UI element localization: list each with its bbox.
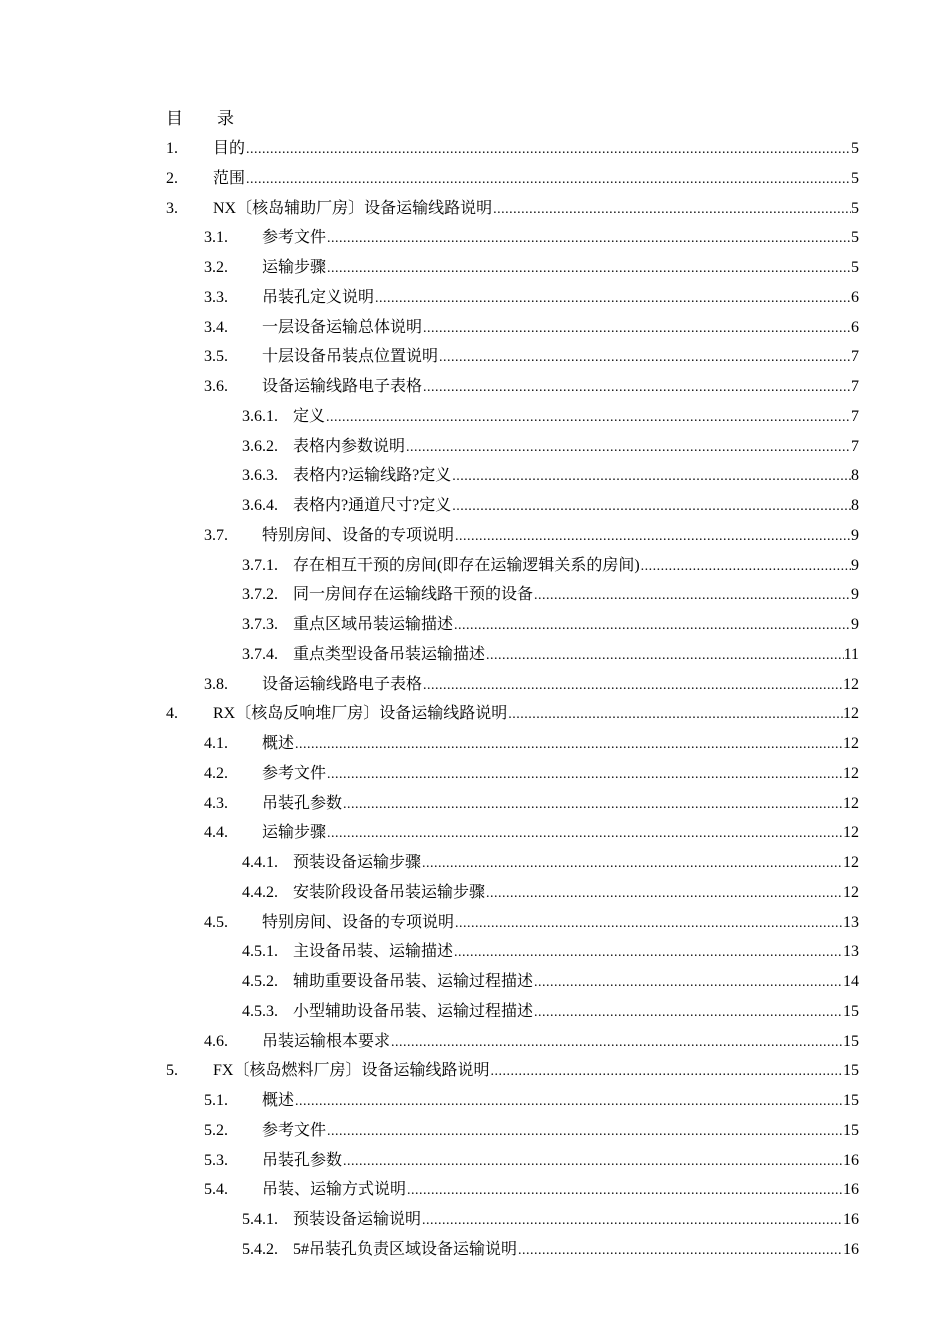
toc-leader-dots (492, 195, 851, 225)
toc-entry-page-number: 16 (843, 1151, 859, 1169)
toc-entry[interactable] (0, 818, 950, 848)
toc-entry-page-number: 15 (843, 1002, 859, 1020)
toc-leader-dots (390, 1028, 843, 1058)
toc-entry-page-number: 15 (843, 1121, 859, 1139)
toc-entry-line (262, 372, 859, 403)
toc-entry-line (213, 134, 859, 165)
toc-entry-title: 表格内?通道尺寸?定义 (293, 497, 452, 514)
toc-leader-dots (533, 998, 843, 1028)
toc-entry-number: 1. (166, 140, 178, 157)
toc-entry[interactable] (0, 313, 950, 343)
toc-leader-dots (454, 909, 843, 939)
toc-entry[interactable] (0, 1235, 950, 1265)
toc-entry-line (262, 670, 859, 701)
toc-entry-page-number: 16 (843, 1240, 859, 1258)
toc-leader-dots (422, 314, 851, 344)
toc-entry-page-number: 12 (843, 764, 859, 782)
toc-entry-line (262, 789, 859, 820)
toc-entry[interactable] (0, 283, 950, 313)
toc-entry-line (262, 818, 859, 849)
toc-entry[interactable] (0, 1086, 950, 1116)
toc-entry-title: 重点类型设备吊装运输描述 (293, 645, 486, 663)
toc-entry[interactable] (0, 729, 950, 759)
toc-entry-number: 3.6.1. (242, 407, 278, 425)
toc-entry[interactable] (0, 461, 950, 491)
toc-entry-line (262, 908, 859, 939)
toc-entry-page-number: 15 (843, 1062, 859, 1080)
toc-entry-title: 重点区域吊装运输描述 (293, 616, 454, 633)
toc-leader-dots (438, 343, 851, 373)
toc-entry-number: 3. (166, 199, 178, 217)
toc-entry-page-number: 13 (843, 913, 859, 931)
toc-leader-dots (326, 760, 843, 790)
toc-entry-page-number: 12 (843, 735, 859, 752)
toc-entry-line (262, 759, 859, 790)
toc-leader-dots (422, 671, 843, 701)
toc-leader-dots (342, 790, 843, 820)
toc-entry-line (262, 1027, 859, 1058)
toc-entry-number: 5. (166, 1062, 178, 1080)
toc-entry-number: 4.5.2. (242, 973, 278, 990)
toc-entry[interactable] (0, 342, 950, 372)
toc-leader-dots (342, 1147, 843, 1177)
toc-leader-dots (507, 700, 843, 730)
toc-entry-title: 特别房间、设备的专项说明 (262, 526, 455, 544)
toc-entry-number: 5.2. (204, 1121, 228, 1139)
toc-entry-number: 5.4. (204, 1181, 228, 1199)
toc-entry[interactable] (0, 908, 950, 938)
toc-entry-line (213, 699, 859, 730)
toc-entry-number: 4.4. (204, 824, 228, 842)
toc-entry-title: RX〔核岛反响堆厂房〕设备运输线路说明 (213, 705, 508, 723)
toc-entry[interactable] (0, 937, 950, 967)
toc-entry-number: 5.4.2. (242, 1240, 278, 1258)
toc-entry[interactable] (0, 1175, 950, 1205)
toc-entry-page-number: 16 (843, 1181, 859, 1199)
toc-entry-line (293, 848, 859, 879)
toc-leader-dots (406, 1176, 843, 1206)
toc-entry-number: 2. (166, 169, 178, 187)
toc-entry-line (262, 342, 859, 373)
toc-entry-title: 特别房间、设备的专项说明 (262, 913, 455, 931)
toc-entry[interactable] (0, 551, 950, 581)
toc-leader-dots (422, 373, 851, 403)
toc-entry-page-number: 7 (851, 407, 859, 425)
toc-entry-page-number: 13 (843, 943, 859, 961)
toc-entry-page-number: 12 (843, 824, 859, 842)
toc-leader-dots (533, 968, 843, 998)
toc-list (0, 134, 950, 1265)
toc-entry-number: 3.6.2. (242, 437, 278, 455)
toc-entry[interactable] (0, 521, 950, 551)
toc-entry-title: 吊装孔定义说明 (262, 288, 375, 306)
toc-entry-line (262, 223, 859, 254)
toc-entry[interactable] (0, 164, 950, 194)
toc-entry-number: 3.6. (204, 378, 228, 395)
toc-leader-dots (489, 1057, 843, 1087)
toc-entry[interactable] (0, 1116, 950, 1146)
toc-entry[interactable] (0, 580, 950, 610)
toc-entry-title: 吊装、运输方式说明 (262, 1181, 407, 1199)
toc-entry-page-number: 7 (851, 348, 859, 366)
toc-entry-page-number: 11 (843, 645, 859, 663)
toc-leader-dots (325, 403, 851, 433)
toc-entry-number: 4.2. (204, 764, 228, 782)
toc-entry-line (262, 313, 859, 344)
toc-entry[interactable] (0, 1205, 950, 1235)
toc-leader-dots (245, 135, 851, 165)
toc-leader-dots (640, 552, 851, 582)
toc-entry-title: 设备运输线路电子表格 (262, 675, 423, 693)
toc-entry-page-number: 5 (851, 169, 859, 187)
toc-entry[interactable] (0, 878, 950, 908)
toc-entry-title: 运输步骤 (262, 824, 327, 842)
toc-entry-page-number: 5 (851, 229, 859, 247)
toc-leader-dots (326, 1117, 843, 1147)
toc-entry-line (293, 402, 859, 433)
toc-leader-dots (326, 224, 851, 254)
toc-entry-number: 4.4.1. (242, 854, 278, 871)
toc-entry-page-number: 14 (843, 973, 859, 990)
toc-entry[interactable] (0, 223, 950, 253)
toc-entry-title: 吊装孔参数 (262, 794, 343, 812)
toc-entry-line (293, 937, 859, 968)
toc-leader-dots (451, 462, 851, 492)
toc-entry[interactable] (0, 997, 950, 1027)
toc-leader-dots (451, 492, 851, 522)
toc-leader-dots (294, 730, 843, 760)
toc-entry-title: 安装阶段设备吊装运输步骤 (293, 883, 486, 901)
toc-entry-title: 一层设备运输总体说明 (262, 318, 423, 336)
toc-entry-line (293, 491, 859, 522)
toc-entry-title: 表格内参数说明 (293, 437, 406, 455)
toc-entry-title: 参考文件 (262, 764, 327, 782)
toc-entry-page-number: 12 (843, 883, 859, 901)
toc-entry[interactable] (0, 967, 950, 997)
toc-entry-line (293, 461, 859, 492)
toc-leader-dots (454, 522, 851, 552)
toc-entry[interactable] (0, 491, 950, 521)
toc-entry[interactable] (0, 1027, 950, 1057)
toc-entry-line (293, 1235, 859, 1266)
toc-entry-title: 范围 (213, 169, 246, 187)
toc-entry-title: 十层设备吊装点位置说明 (262, 348, 439, 366)
toc-entry-page-number: 12 (843, 794, 859, 812)
toc-entry[interactable] (0, 610, 950, 640)
toc-leader-dots (421, 849, 843, 879)
toc-entry-title: 存在相互干预的房间(即存在运输逻辑关系的房间) (293, 556, 640, 574)
toc-entry-page-number: 6 (851, 318, 859, 336)
toc-entry-page-number: 6 (851, 288, 859, 306)
toc-entry-number: 3.5. (204, 348, 228, 366)
toc-entry[interactable] (0, 848, 950, 878)
toc-entry-page-number: 5 (851, 199, 859, 217)
toc-entry-title: 吊装孔参数 (262, 1151, 343, 1169)
toc-entry-title: 辅助重要设备吊装、运输过程描述 (293, 973, 534, 990)
toc-entry[interactable] (0, 1056, 950, 1086)
toc-entry-number: 5.3. (204, 1151, 228, 1169)
toc-entry[interactable] (0, 194, 950, 224)
toc-entry-line (293, 967, 859, 998)
toc-entry-number: 4. (166, 705, 178, 723)
toc-entry-title: 5#吊装孔负责区域设备运输说明 (293, 1240, 518, 1258)
toc-entry-line (293, 432, 859, 463)
toc-entry-number: 5.1. (204, 1092, 228, 1109)
toc-entry[interactable] (0, 789, 950, 819)
toc-entry-title: 同一房间存在运输线路干预的设备 (293, 586, 534, 604)
toc-entry-title: NX〔核岛辅助厂房〕设备运输线路说明 (213, 199, 493, 217)
toc-leader-dots (405, 433, 851, 463)
toc-entry-number: 4.3. (204, 794, 228, 812)
toc-entry-page-number: 15 (843, 1032, 859, 1050)
toc-leader-dots (453, 938, 843, 968)
toc-leader-dots (326, 254, 851, 284)
toc-entry-page-number: 8 (851, 467, 859, 485)
toc-entry-page-number: 7 (851, 378, 859, 395)
toc-entry-number: 3.1. (204, 229, 228, 247)
toc-entry-page-number: 5 (851, 259, 859, 276)
toc-entry-page-number: 9 (851, 616, 859, 633)
toc-entry-number: 3.7.3. (242, 616, 278, 633)
toc-entry-page-number: 9 (851, 586, 859, 604)
toc-entry-page-number: 9 (851, 526, 859, 544)
toc-entry-title: 设备运输线路电子表格 (262, 378, 423, 395)
toc-entry-number: 3.7.1. (242, 556, 278, 574)
toc-entry-title: 概述 (262, 735, 295, 752)
toc-entry-number: 4.1. (204, 735, 228, 752)
toc-entry[interactable] (0, 670, 950, 700)
toc-entry[interactable] (0, 372, 950, 402)
toc-leader-dots (533, 581, 851, 611)
toc-entry-line (293, 640, 859, 671)
toc-entry-page-number: 12 (843, 705, 859, 723)
toc-leader-dots (294, 1087, 843, 1117)
toc-entry-line (262, 729, 859, 760)
toc-entry-number: 3.7. (204, 526, 228, 544)
toc-entry-number: 3.4. (204, 318, 228, 336)
toc-entry[interactable] (0, 402, 950, 432)
toc-entry-line (262, 283, 859, 314)
toc-entry-line (213, 164, 859, 195)
toc-entry-page-number: 5 (851, 140, 859, 157)
toc-entry-title: 运输步骤 (262, 259, 327, 276)
toc-entry-title: 定义 (293, 407, 326, 425)
toc-entry-page-number: 7 (851, 437, 859, 455)
toc-title: 目 录 (166, 109, 234, 128)
toc-leader-dots (517, 1236, 843, 1266)
toc-entry-line (262, 253, 859, 284)
toc-entry-page-number: 12 (843, 854, 859, 871)
toc-entry-number: 4.5.3. (242, 1002, 278, 1020)
toc-entry-number: 3.3. (204, 288, 228, 306)
toc-leader-dots (453, 611, 851, 641)
toc-leader-dots (326, 819, 843, 849)
toc-entry-title: 参考文件 (262, 1121, 327, 1139)
toc-entry-number: 4.5.1. (242, 943, 278, 961)
toc-entry-title: 概述 (262, 1092, 295, 1109)
toc-entry-line (293, 997, 859, 1028)
toc-entry-title: FX〔核岛燃料厂房〕设备运输线路说明 (213, 1062, 490, 1080)
toc-entry-title: 表格内?运输线路?定义 (293, 467, 452, 485)
toc-entry-line (262, 1146, 859, 1177)
toc-entry-line (213, 1056, 859, 1087)
toc-entry-page-number: 16 (843, 1211, 859, 1228)
toc-entry-number: 3.7.4. (242, 645, 278, 663)
toc-entry-number: 5.4.1. (242, 1211, 278, 1228)
toc-entry-line (293, 580, 859, 611)
toc-entry-number: 4.4.2. (242, 883, 278, 901)
toc-entry-number: 4.6. (204, 1032, 228, 1050)
toc-entry[interactable] (0, 134, 950, 164)
toc-leader-dots (421, 1206, 843, 1236)
toc-entry-line (213, 194, 859, 225)
toc-entry-page-number: 15 (843, 1092, 859, 1109)
toc-entry-title: 预装设备运输步骤 (293, 854, 422, 871)
toc-entry-line (293, 878, 859, 909)
toc-entry-title: 小型辅助设备吊装、运输过程描述 (293, 1002, 534, 1020)
toc-leader-dots (485, 641, 844, 671)
toc-entry[interactable] (0, 253, 950, 283)
toc-entry-line (293, 610, 859, 641)
toc-entry-number: 3.8. (204, 675, 228, 693)
toc-entry[interactable] (0, 759, 950, 789)
toc-entry-number: 4.5. (204, 913, 228, 931)
toc-leader-dots (245, 165, 851, 195)
toc-entry-page-number: 8 (851, 497, 859, 514)
toc-entry-number: 3.6.3. (242, 467, 278, 485)
toc-entry-number: 3.7.2. (242, 586, 278, 604)
toc-entry-title: 吊装运输根本要求 (262, 1032, 391, 1050)
toc-entry-number: 3.2. (204, 259, 228, 276)
toc-entry-line (293, 1205, 859, 1236)
toc-entry-title: 主设备吊装、运输描述 (293, 943, 454, 961)
toc-entry-title: 参考文件 (262, 229, 327, 247)
toc-entry-page-number: 12 (843, 675, 859, 693)
toc-entry-title: 预装设备运输说明 (293, 1211, 422, 1228)
toc-leader-dots (485, 879, 843, 909)
toc-entry-line (262, 1086, 859, 1117)
toc-leader-dots (374, 284, 851, 314)
toc-entry[interactable] (0, 432, 950, 462)
toc-entry-title: 目的 (213, 140, 246, 157)
toc-entry[interactable] (0, 699, 950, 729)
toc-entry-line (293, 551, 859, 582)
toc-entry-line (262, 521, 859, 552)
toc-entry[interactable] (0, 640, 950, 670)
toc-entry[interactable] (0, 1146, 950, 1176)
toc-entry-line (262, 1175, 859, 1206)
toc-entry-line (262, 1116, 859, 1147)
toc-entry-number: 3.6.4. (242, 497, 278, 514)
toc-entry-page-number: 9 (851, 556, 859, 574)
